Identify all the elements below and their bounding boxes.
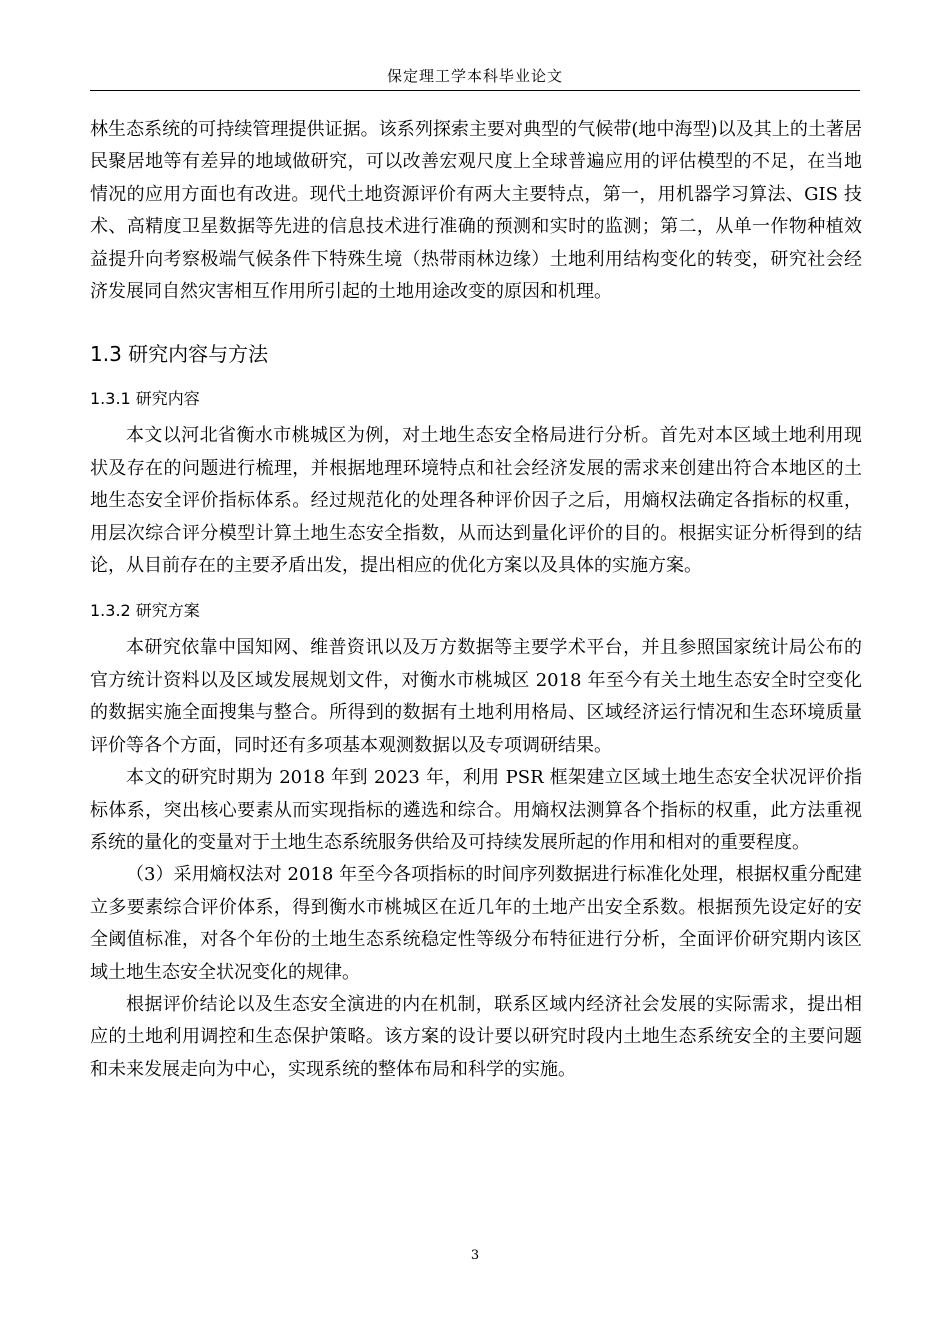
paragraph-intro: 林生态系统的可持续管理提供证据。该系列探索主要对典型的气候带(地中海型)以及其上的土著居民聚居地等有差异的地域做研究，可以改善宏观尺度上全球普遍应用的评估模型的不足，在当地情况的应用方面也有改进。现代土地资源评价有两大主要特点，第一，用机器学习算法、GIS 技术、高精度卫星数据等先进的信息技术进行准确的预测和实时的监测；第二，从单一作物种植效益提升向考察极端气候条件下特殊生境（热带雨林边缘）土地利用结构变化的转变，研究社会经济发展同自然灾害相互作用所引起的土地用途改变的原因和机理。 <box>90 119 862 303</box>
page-number: 3 <box>470 1248 480 1263</box>
running-header: 保定理工学本科毕业论文 <box>386 67 563 85</box>
subsection-heading-1-3-1: 1.3.1 研究内容 <box>90 389 200 409</box>
section-heading-1-3: 1.3 研究内容与方法 <box>90 342 269 367</box>
paragraph-plan-entropy: （3）采用熵权法对 2018 年至今各项指标的时间序列数据进行标准化处理，根据权重分配建立多要素综合评价体系，得到衡水市桃城区在近几年的土地产出安全系数。根据预先设定好的安全阈值标准，对各个年份的土地生态系统稳定性等级分布特征进行分析，全面评价研究期内该区域土地生态安全状况变化的规律。 <box>90 864 862 983</box>
paragraph-research-content: 本文以河北省衡水市桃城区为例，对土地生态安全格局进行分析。首先对本区域土地利用现状及存在的问题进行梳理，并根据地理环境特点和社会经济发展的需求来创建出符合本地区的土地生态安全评价指标体系。经过规范化的处理各种评价因子之后，用熵权法确定各指标的权重，用层次综合评分模型计算土地生态安全指数，从而达到量化评价的目的。根据实证分析得到的结论，从目前存在的主要矛盾出发，提出相应的优化方案以及具体的实施方案。 <box>90 425 862 577</box>
header-rule <box>90 90 860 91</box>
paragraph-plan-period: 本文的研究时期为 2018 年到 2023 年，利用 PSR 框架建立区域土地生态安全状况评价指标体系，突出核心要素从而实现指标的遴选和综合。用熵权法测算各个指标的权重，此方法重视系统的量化的变量对于土地生态系统服务供给及可持续发展所起的作用和相对的重要程度。 <box>90 767 862 853</box>
paragraph-plan-data: 本研究依靠中国知网、维普资讯以及万方数据等主要学术平台，并且参照国家统计局公布的官方统计资料以及区域发展规划文件，对衡水市桃城区 2018 年至今有关土地生态安全时空变化的数据实施全面搜集与整合。所得到的数据有土地利用格局、区域经济运行情况和生态环境质量评价等各个方面，同时还有多项基本观测数据以及专项调研结果。 <box>90 637 862 756</box>
subsection-heading-1-3-2: 1.3.2 研究方案 <box>90 601 200 621</box>
paragraph-plan-strategy: 根据评价结论以及生态安全演进的内在机制，联系区域内经济社会发展的实际需求，提出相应的土地利用调控和生态保护策略。该方案的设计要以研究时段内土地生态系统安全的主要问题和未来发展走向为中心，实现系统的整体布局和科学的实施。 <box>90 993 862 1080</box>
page-body <box>90 114 862 1086</box>
